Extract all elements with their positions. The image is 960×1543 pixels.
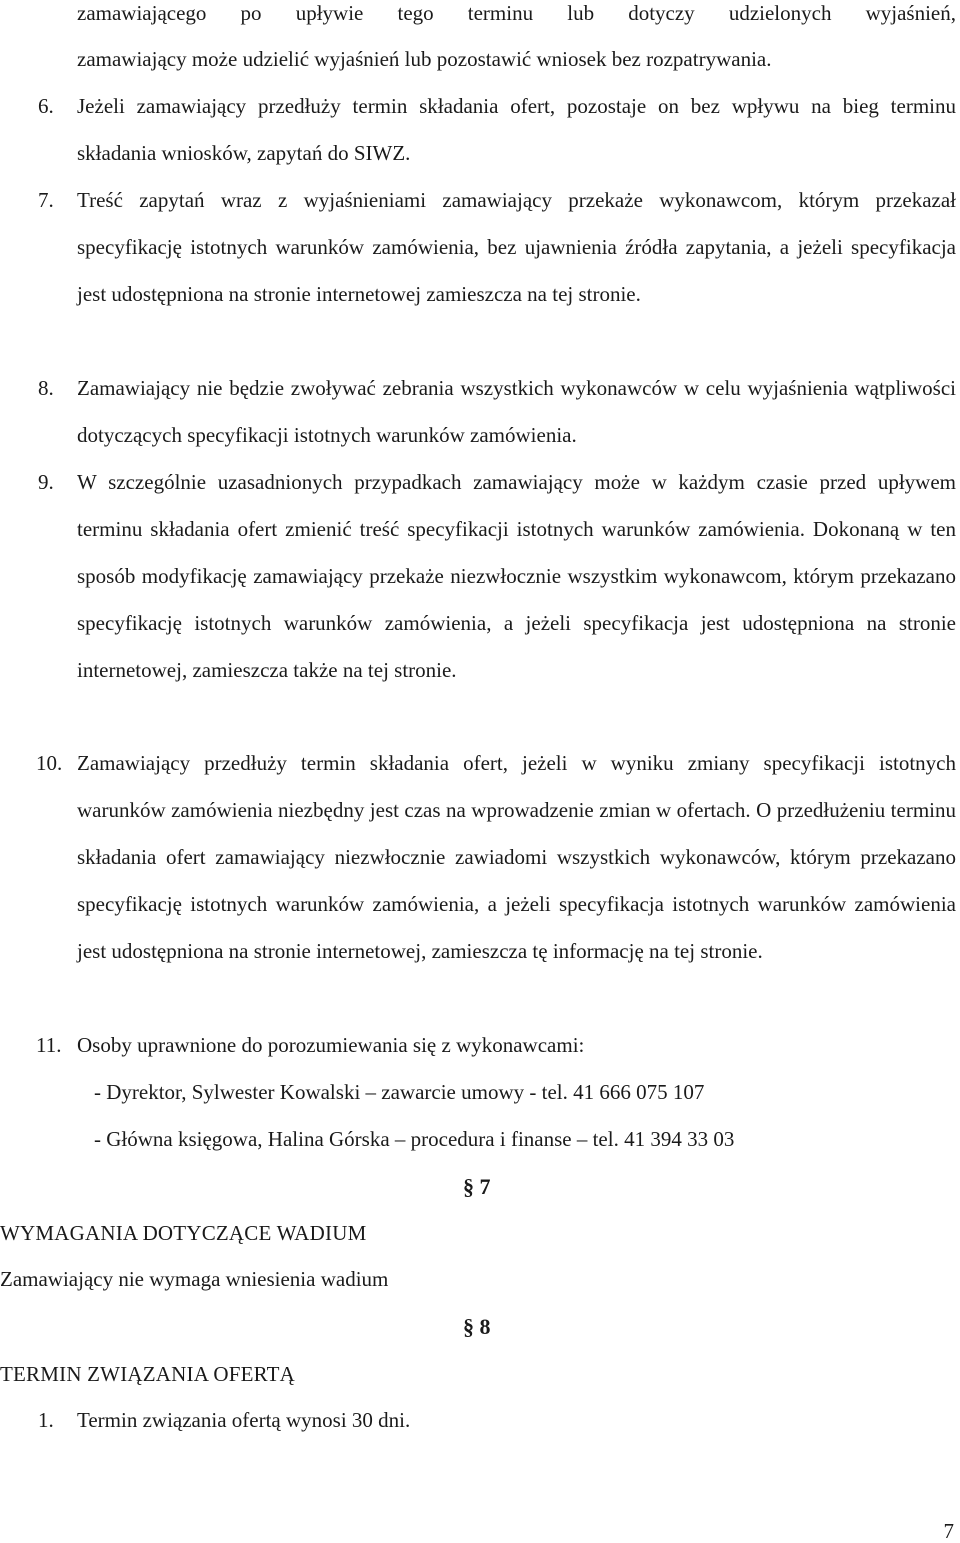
list-item-10: Zamawiający przedłuży termin składania ofert, jeżeli w wyniku zmiany specyfikacji istotnych warunków zamówienia niezbędny jest czas na wprowadzenie zmian w ofertach. O przedłużeniu terminu składania ofert zamawiający niezwłocznie zawiadomi wszystkich wykonawców, którym przekazano specyfikację istotnych warunków zamówienia, a jeżeli specyfikacja istotnych warunków zamówienia jest udostępniona na stronie internetowej, zamieszcza tę informację na tej stronie. (77, 751, 956, 963)
section-7-heading: WYMAGANIA DOTYCZĄCE WADIUM (0, 1221, 367, 1245)
list-item-number: 10. (36, 751, 63, 775)
contact-line-2: - Główna księgowa, Halina Górska – procedura i finanse – tel. 41 394 33 03 (94, 1127, 735, 1151)
section-8-item-1: Termin związania ofertą wynosi 30 dni. (77, 1408, 411, 1432)
contact-line-1: - Dyrektor, Sylwester Kowalski – zawarcie umowy - tel. 41 666 075 107 (94, 1080, 705, 1104)
list-item-11: Osoby uprawnione do porozumiewania się z wykonawcami: (77, 1033, 585, 1057)
section-8-heading: TERMIN ZWIĄZANIA OFERTĄ (0, 1362, 295, 1386)
list-item-6: Jeżeli zamawiający przedłuży termin składania ofert, pozostaje on bez wpływu na bieg terminu składania wniosków, zapytań do SIWZ. (77, 94, 956, 165)
section-7-mark: § 7 (463, 1174, 491, 1199)
intro-line-1: zamawiającego po upływie tego terminu lub dotyczy udzielonych wyjaśnień, (77, 1, 956, 25)
section-8-mark: § 8 (463, 1314, 491, 1339)
list-item-7: Treść zapytań wraz z wyjaśnieniami zamawiający przekaże wykonawcom, którym przekazał specyfikację istotnych warunków zamówienia, bez ujawnienia źródła zapytania, a jeżeli specyfikacja jest udostępniona na stronie internetowej zamieszcza na tej stronie. (77, 188, 956, 306)
list-item-number: 7. (38, 188, 54, 212)
list-item-8: Zamawiający nie będzie zwoływać zebrania wszystkich wykonawców w celu wyjaśnienia wątpliwości dotyczących specyfikacji istotnych warunków zamówienia. (77, 376, 956, 447)
list-item-number: 1. (38, 1408, 54, 1432)
section-7-text: Zamawiający nie wymaga wniesienia wadium (0, 1267, 389, 1291)
intro-line-2: zamawiający może udzielić wyjaśnień lub pozostawić wniosek bez rozpatrywania. (77, 47, 772, 71)
list-item-9: W szczególnie uzasadnionych przypadkach zamawiający może w każdym czasie przed upływem terminu składania ofert zmienić treść specyfikacji istotnych warunków zamówienia. Dokonaną w ten sposób modyfikację zamawiający przekaże niezwłocznie wszystkim wykonawcom, którym przekazano specyfikację istotnych warunków zamówienia, a jeżeli specyfikacja jest udostępniona na stronie internetowej, zamieszcza także na tej stronie. (77, 470, 956, 682)
list-item-number: 9. (38, 470, 54, 494)
page-number: 7 (943, 1519, 954, 1543)
list-item-number: 6. (38, 94, 54, 118)
list-item-number: 11. (36, 1033, 62, 1057)
list-item-number: 8. (38, 376, 54, 400)
